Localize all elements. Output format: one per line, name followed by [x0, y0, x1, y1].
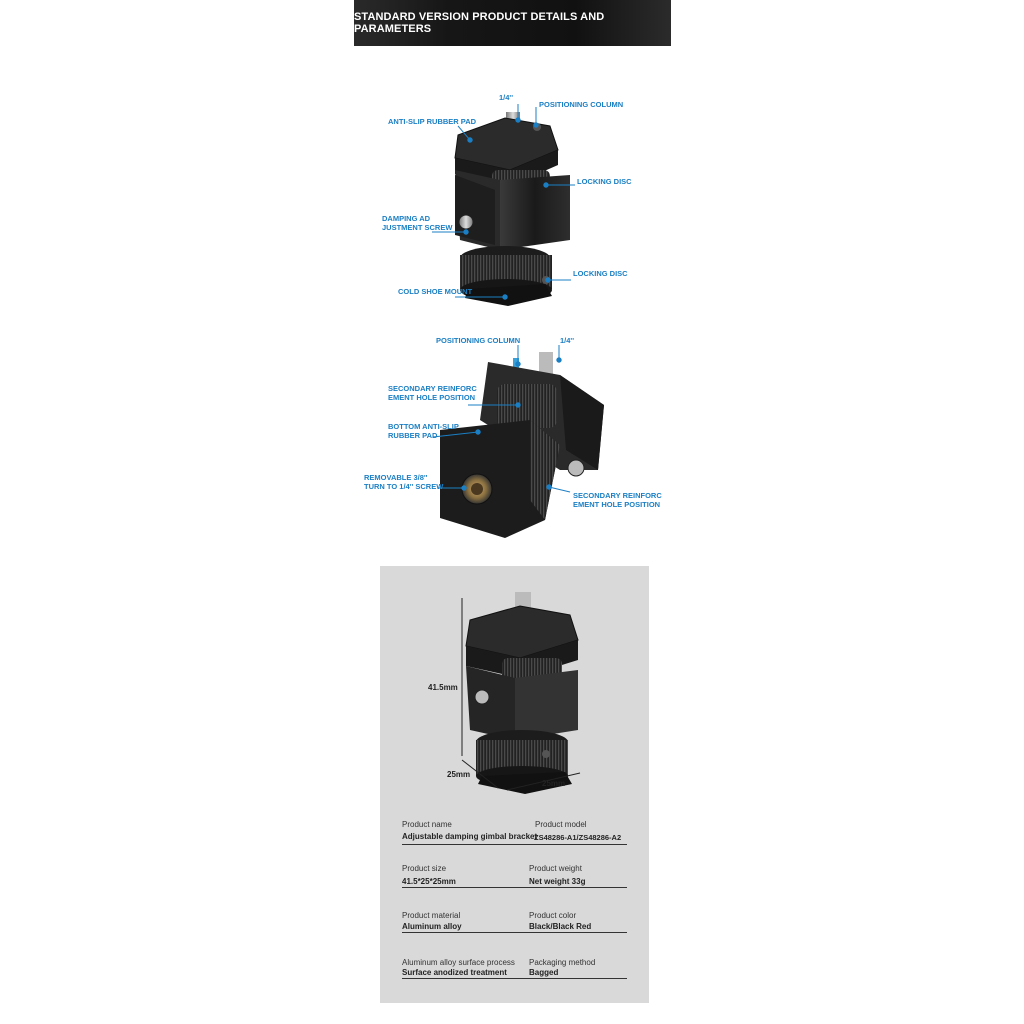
callout-locking-disc-lower: LOCKING DISC [573, 269, 628, 278]
spec-divider [402, 932, 627, 933]
callout-removable-screw: REMOVABLE 3/8'' TURN TO 1/4'' SCREW [364, 473, 444, 491]
product-photo-dimensions [0, 580, 1024, 810]
callout-locking-disc-upper: LOCKING DISC [577, 177, 632, 186]
damping-screw-hole [459, 215, 473, 229]
spec-surface-process-label: Aluminum alloy surface process [402, 958, 515, 967]
spec-divider [402, 887, 627, 888]
spec-packaging-label: Packaging method [529, 958, 596, 967]
spec-product-model-label: Product model [535, 820, 587, 829]
spec-product-weight-label: Product weight [529, 864, 582, 873]
callout-positioning-column-bottom: POSITIONING COLUMN [436, 336, 521, 345]
product-photo-bottom [0, 320, 1024, 560]
banner-title: STANDARD VERSION PRODUCT DETAILS AND PARAMETERS [354, 11, 605, 35]
spec-surface-process-value: Surface anodized treatment [402, 968, 507, 977]
spec-product-material-label: Product material [402, 911, 461, 920]
callout-damping-screw: DAMPING AD JUSTMENT SCREW [382, 214, 453, 232]
spec-product-size-label: Product size [402, 864, 447, 873]
spec-product-color-label: Product color [529, 911, 577, 920]
callout-quarter-bottom: 1/4'' [560, 336, 574, 345]
callout-secondary-hole-right: SECONDARY REINFORC EMENT HOLE POSITION [573, 491, 662, 509]
dimension-width: 25mm [542, 779, 566, 788]
spec-packaging-value: Bagged [529, 968, 559, 977]
spec-product-size-value: 41.5*25*25mm [402, 877, 456, 886]
spec-product-name-value: Adjustable damping gimbal bracket [402, 832, 538, 841]
spec-product-weight-value: Net weight 33g [529, 877, 586, 886]
spec-divider [402, 978, 627, 979]
spec-product-color-value: Black/Black Red [529, 922, 592, 931]
dimension-height: 41.5mm [428, 683, 458, 692]
callout-anti-slip-pad: ANTI-SLIP RUBBER PAD [388, 117, 477, 126]
callout-quarter-top: 1/4'' [499, 93, 513, 102]
callout-bottom-pad: BOTTOM ANTI-SLIP RUBBER PAD [388, 422, 459, 440]
product-photo-front [0, 0, 1024, 330]
callout-cold-shoe: COLD SHOE MOUNT [398, 287, 473, 296]
spec-product-name-label: Product name [402, 820, 452, 829]
dimension-depth: 25mm [447, 770, 471, 779]
callout-positioning-column: POSITIONING COLUMN [539, 100, 624, 109]
spec-product-model-value: ZS48286-A1/ZS48286-A2 [534, 833, 622, 842]
spec-divider [402, 844, 627, 845]
spec-product-material-value: Aluminum alloy [402, 922, 462, 931]
callout-secondary-hole-left: SECONDARY REINFORC EMENT HOLE POSITION [388, 384, 477, 402]
